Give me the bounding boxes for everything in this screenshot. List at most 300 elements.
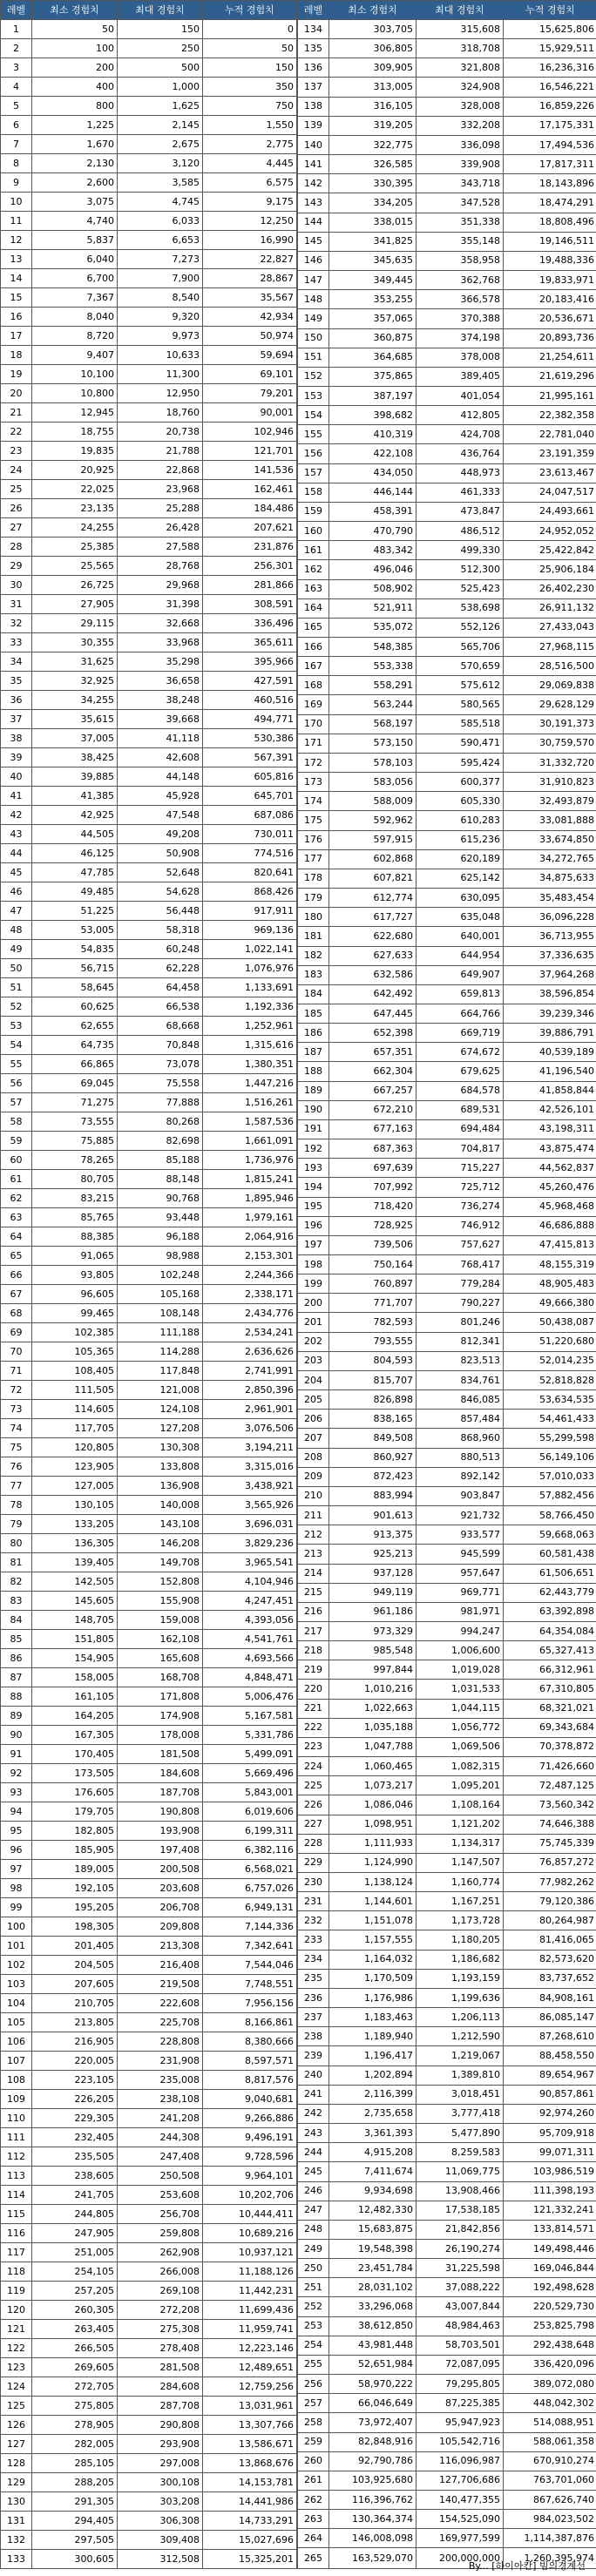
min-exp-cell: 263,405	[32, 2320, 118, 2339]
table-row	[298, 1602, 596, 1621]
level-cell: 241	[298, 2085, 329, 2104]
max-exp-cell: 79,295,805	[417, 2375, 504, 2394]
table-row	[298, 1737, 596, 1756]
min-exp-cell: 103,925,680	[329, 2471, 417, 2490]
max-exp-cell: 60,248	[118, 940, 203, 959]
level-cell: 62	[1, 1189, 32, 1208]
max-exp-cell: 689,531	[417, 1100, 504, 1119]
table-row	[1, 2282, 297, 2301]
total-exp-cell: 92,974,260	[504, 2104, 596, 2123]
total-exp-cell: 67,310,805	[504, 1680, 596, 1699]
max-exp-cell: 366,578	[417, 290, 504, 309]
min-exp-cell: 185,905	[32, 1841, 118, 1860]
min-exp-cell: 319,205	[329, 116, 417, 135]
level-cell: 132	[1, 2531, 32, 2550]
table-row	[298, 1139, 596, 1159]
max-exp-cell: 43,007,844	[417, 2297, 504, 2316]
max-exp-cell: 659,813	[417, 984, 504, 1004]
table-row	[1, 1055, 297, 1074]
table-row	[298, 1660, 596, 1680]
max-exp-cell: 52,648	[118, 863, 203, 882]
total-exp-cell: 1,076,976	[203, 959, 297, 978]
level-cell: 238	[298, 2027, 329, 2046]
max-exp-cell: 21,842,856	[417, 2220, 504, 2239]
level-cell: 263	[298, 2510, 329, 2529]
min-exp-cell: 949,119	[329, 1583, 417, 1602]
level-cell: 145	[298, 232, 329, 251]
total-exp-cell: 29,069,838	[504, 676, 596, 695]
max-exp-cell: 48,984,463	[417, 2316, 504, 2336]
total-exp-cell: 43,198,311	[504, 1119, 596, 1139]
min-exp-cell: 316,105	[329, 97, 417, 116]
level-cell: 257	[298, 2394, 329, 2413]
total-exp-cell: 34,272,765	[504, 849, 596, 869]
max-exp-cell: 140,008	[118, 1496, 203, 1515]
table-row	[1, 863, 297, 882]
total-exp-cell: 15,027,696	[203, 2531, 297, 2550]
level-cell: 155	[298, 425, 329, 444]
level-cell: 119	[1, 2282, 32, 2301]
min-exp-cell: 9,407	[32, 346, 118, 365]
table-row	[1, 442, 297, 461]
min-exp-cell: 667,257	[329, 1081, 417, 1100]
max-exp-cell: 90,768	[118, 1189, 203, 1208]
table-row	[298, 2239, 596, 2258]
level-cell: 121	[1, 2320, 32, 2339]
max-exp-cell: 108,148	[118, 1304, 203, 1323]
max-exp-cell: 297,008	[118, 2454, 203, 2473]
min-exp-cell: 26,725	[32, 576, 118, 595]
max-exp-cell: 725,712	[417, 1178, 504, 1197]
table-row	[298, 1757, 596, 1776]
total-exp-cell: 4,848,471	[203, 1668, 297, 1687]
level-cell: 59	[1, 1132, 32, 1151]
min-exp-cell: 213,805	[32, 2013, 118, 2032]
table-row	[298, 2201, 596, 2220]
total-exp-cell: 121,332,241	[504, 2201, 596, 2220]
total-exp-cell: 88,458,550	[504, 2046, 596, 2066]
total-exp-cell: 5,331,786	[203, 1726, 297, 1745]
table-row	[1, 940, 297, 959]
level-cell: 219	[298, 1660, 329, 1680]
total-exp-cell: 37,964,268	[504, 965, 596, 984]
min-exp-cell: 632,586	[329, 965, 417, 984]
table-row	[1, 1477, 297, 1496]
table-row	[1, 288, 297, 308]
header-max-exp: 최대 경험치	[417, 1, 504, 20]
table-row	[1, 2358, 297, 2377]
min-exp-cell: 23,451,784	[329, 2259, 417, 2278]
level-cell: 209	[298, 1467, 329, 1486]
level-cell: 228	[298, 1834, 329, 1853]
total-exp-cell: 33,674,850	[504, 830, 596, 849]
max-exp-cell: 96,188	[118, 1227, 203, 1247]
total-exp-cell: 99,071,311	[504, 2143, 596, 2162]
table-row	[298, 1911, 596, 1930]
total-exp-cell: 184,486	[203, 499, 297, 518]
total-exp-cell: 2,338,171	[203, 1285, 297, 1304]
min-exp-cell: 49,485	[32, 882, 118, 902]
min-exp-cell: 148,705	[32, 1611, 118, 1630]
level-cell: 226	[298, 1795, 329, 1815]
total-exp-cell: 9,496,191	[203, 2128, 297, 2147]
min-exp-cell: 5,837	[32, 231, 118, 250]
table-row	[298, 1873, 596, 1892]
level-cell: 166	[298, 638, 329, 657]
level-cell: 49	[1, 940, 32, 959]
min-exp-cell: 241,705	[32, 2186, 118, 2205]
level-cell: 264	[298, 2529, 329, 2548]
level-cell: 192	[298, 1139, 329, 1159]
table-row	[298, 116, 596, 135]
table-row	[298, 1969, 596, 1988]
max-exp-cell: 757,627	[417, 1235, 504, 1254]
max-exp-cell: 1,082,315	[417, 1757, 504, 1776]
table-row	[1, 1649, 297, 1668]
min-exp-cell: 282,005	[32, 2435, 118, 2454]
max-exp-cell: 247,408	[118, 2147, 203, 2167]
level-cell: 35	[1, 672, 32, 691]
min-exp-cell: 872,423	[329, 1467, 417, 1486]
max-exp-cell: 35,298	[118, 652, 203, 672]
total-exp-cell: 22,827	[203, 250, 297, 269]
table-row	[298, 58, 596, 78]
table-row	[1, 231, 297, 250]
total-exp-cell: 9,728,596	[203, 2147, 297, 2167]
total-exp-cell: 868,426	[203, 882, 297, 902]
level-cell: 20	[1, 384, 32, 403]
min-exp-cell: 201,405	[32, 1937, 118, 1956]
level-cell: 133	[1, 2550, 32, 2569]
table-row	[298, 1274, 596, 1294]
level-cell: 33	[1, 633, 32, 652]
total-exp-cell: 71,426,660	[504, 1757, 596, 1776]
min-exp-cell: 123,905	[32, 1457, 118, 1477]
table-row	[298, 2104, 596, 2123]
max-exp-cell: 133,808	[118, 1457, 203, 1477]
table-header-row	[1, 1, 297, 20]
total-exp-cell: 14,733,291	[203, 2512, 297, 2531]
total-exp-cell: 111,398,193	[504, 2181, 596, 2201]
max-exp-cell: 41,118	[118, 729, 203, 748]
header-total-exp: 누적 경험치	[504, 1, 596, 20]
max-exp-cell: 136,908	[118, 1477, 203, 1496]
max-exp-cell: 649,907	[417, 965, 504, 984]
table-row	[298, 1351, 596, 1370]
max-exp-cell: 370,388	[417, 309, 504, 328]
max-exp-cell: 3,585	[118, 173, 203, 193]
min-exp-cell: 111,505	[32, 1381, 118, 1400]
max-exp-cell: 736,274	[417, 1197, 504, 1216]
table-row	[298, 1486, 596, 1505]
min-exp-cell: 100	[32, 39, 118, 58]
table-row	[298, 676, 596, 695]
max-exp-cell: 87,225,385	[417, 2394, 504, 2413]
level-cell: 109	[1, 2090, 32, 2109]
max-exp-cell: 187,708	[118, 1783, 203, 1802]
min-exp-cell: 34,255	[32, 691, 118, 710]
max-exp-cell: 1,147,507	[417, 1853, 504, 1872]
min-exp-cell: 718,420	[329, 1197, 417, 1216]
max-exp-cell: 981,971	[417, 1602, 504, 1621]
total-exp-cell: 37,336,635	[504, 946, 596, 965]
table-row	[1, 1572, 297, 1592]
table-row	[1, 902, 297, 921]
min-exp-cell: 145,605	[32, 1592, 118, 1611]
table-row	[1, 423, 297, 442]
total-exp-cell: 308,591	[203, 595, 297, 614]
min-exp-cell: 925,213	[329, 1545, 417, 1564]
table-row	[298, 773, 596, 792]
max-exp-cell: 209,808	[118, 1917, 203, 1937]
level-cell: 239	[298, 2046, 329, 2066]
level-cell: 164	[298, 598, 329, 618]
min-exp-cell: 78,265	[32, 1151, 118, 1170]
level-cell: 193	[298, 1159, 329, 1178]
min-exp-cell: 29,115	[32, 614, 118, 633]
min-exp-cell: 961,186	[329, 1602, 417, 1621]
total-exp-cell: 2,153,301	[203, 1247, 297, 1266]
level-cell: 154	[298, 406, 329, 425]
min-exp-cell: 612,774	[329, 889, 417, 908]
table-row	[298, 541, 596, 560]
min-exp-cell: 238,605	[32, 2167, 118, 2186]
min-exp-cell: 69,045	[32, 1074, 118, 1093]
total-exp-cell: 59,668,063	[504, 1525, 596, 1545]
min-exp-cell: 127,005	[32, 1477, 118, 1496]
table-row	[1, 1764, 297, 1783]
total-exp-cell: 41,858,844	[504, 1081, 596, 1100]
header-level: 레벨	[298, 1, 329, 20]
max-exp-cell: 812,341	[417, 1332, 504, 1351]
min-exp-cell: 458,391	[329, 502, 417, 521]
min-exp-cell: 583,056	[329, 773, 417, 792]
min-exp-cell: 120,805	[32, 1438, 118, 1457]
max-exp-cell: 45,928	[118, 787, 203, 806]
level-cell: 178	[298, 869, 329, 888]
max-exp-cell: 206,708	[118, 1898, 203, 1917]
max-exp-cell: 499,330	[417, 541, 504, 560]
max-exp-cell: 21,788	[118, 442, 203, 461]
max-exp-cell: 44,148	[118, 767, 203, 787]
max-exp-cell: 473,847	[417, 502, 504, 521]
min-exp-cell: 204,505	[32, 1956, 118, 1975]
total-exp-cell: 395,966	[203, 652, 297, 672]
total-exp-cell: 19,488,336	[504, 251, 596, 270]
min-exp-cell: 578,103	[329, 753, 417, 772]
level-cell: 115	[1, 2205, 32, 2224]
table-row	[1, 212, 297, 231]
table-row	[1, 1342, 297, 1362]
table-row	[1, 652, 297, 672]
max-exp-cell: 105,168	[118, 1285, 203, 1304]
total-exp-cell: 6,568,021	[203, 1860, 297, 1879]
total-exp-cell: 192,498,628	[504, 2278, 596, 2297]
total-exp-cell: 21,254,611	[504, 348, 596, 367]
level-cell: 196	[298, 1216, 329, 1235]
table-row	[298, 193, 596, 213]
total-exp-cell: 20,183,416	[504, 290, 596, 309]
total-exp-cell: 3,565,926	[203, 1496, 297, 1515]
max-exp-cell: 7,900	[118, 269, 203, 288]
level-cell: 81	[1, 1553, 32, 1572]
level-cell: 82	[1, 1572, 32, 1592]
max-exp-cell: 82,698	[118, 1132, 203, 1151]
max-exp-cell: 85,188	[118, 1151, 203, 1170]
min-exp-cell: 470,790	[329, 522, 417, 541]
total-exp-cell: 1,252,961	[203, 1017, 297, 1036]
level-cell: 96	[1, 1841, 32, 1860]
table-row	[298, 1370, 596, 1389]
total-exp-cell: 11,442,231	[203, 2282, 297, 2301]
min-exp-cell: 338,015	[329, 213, 417, 232]
max-exp-cell: 281,508	[118, 2358, 203, 2377]
table-row	[1, 882, 297, 902]
table-row	[298, 1467, 596, 1486]
total-exp-cell: 10,937,121	[203, 2243, 297, 2262]
min-exp-cell: 309,905	[329, 58, 417, 78]
level-cell: 159	[298, 502, 329, 521]
min-exp-cell: 1,202,894	[329, 2066, 417, 2085]
max-exp-cell: 42,608	[118, 748, 203, 767]
table-row	[1, 1668, 297, 1687]
max-exp-cell: 253,608	[118, 2186, 203, 2205]
table-row	[298, 232, 596, 251]
total-exp-cell: 917,911	[203, 902, 297, 921]
level-cell: 72	[1, 1381, 32, 1400]
table-row	[298, 1815, 596, 1834]
level-cell: 213	[298, 1545, 329, 1564]
level-cell: 66	[1, 1266, 32, 1285]
min-exp-cell: 1,144,601	[329, 1892, 417, 1911]
total-exp-cell: 40,539,189	[504, 1043, 596, 1062]
min-exp-cell: 607,821	[329, 869, 417, 888]
max-exp-cell: 7,273	[118, 250, 203, 269]
total-exp-cell: 281,866	[203, 576, 297, 595]
max-exp-cell: 149,708	[118, 1553, 203, 1572]
min-exp-cell: 294,405	[32, 2512, 118, 2531]
min-exp-cell: 8,040	[32, 308, 118, 327]
table-row	[298, 2510, 596, 2529]
max-exp-cell: 315,608	[417, 20, 504, 39]
table-row	[298, 2181, 596, 2201]
total-exp-cell: 4,541,761	[203, 1630, 297, 1649]
level-cell: 249	[298, 2239, 329, 2258]
min-exp-cell: 33,296,068	[329, 2297, 417, 2316]
table-row	[298, 869, 596, 888]
level-cell: 199	[298, 1274, 329, 1294]
max-exp-cell: 203,608	[118, 1879, 203, 1898]
min-exp-cell: 652,398	[329, 1024, 417, 1043]
max-exp-cell: 171,808	[118, 1687, 203, 1707]
table-row	[1, 384, 297, 403]
min-exp-cell: 597,915	[329, 830, 417, 849]
max-exp-cell: 1,167,251	[417, 1892, 504, 1911]
total-exp-cell: 133,814,571	[504, 2220, 596, 2239]
level-cell: 108	[1, 2071, 32, 2090]
min-exp-cell: 602,868	[329, 849, 417, 869]
table-row	[298, 579, 596, 598]
level-cell: 126	[1, 2416, 32, 2435]
total-exp-cell: 69,343,684	[504, 1718, 596, 1737]
level-cell: 58	[1, 1112, 32, 1132]
max-exp-cell: 124,108	[118, 1400, 203, 1419]
max-exp-cell: 635,048	[417, 908, 504, 927]
level-cell: 188	[298, 1062, 329, 1081]
min-exp-cell: 244,805	[32, 2205, 118, 2224]
total-exp-cell: 12,223,146	[203, 2339, 297, 2358]
min-exp-cell: 71,275	[32, 1093, 118, 1112]
min-exp-cell: 1,157,555	[329, 1930, 417, 1950]
min-exp-cell: 192,105	[32, 1879, 118, 1898]
level-cell: 221	[298, 1699, 329, 1718]
min-exp-cell: 223,105	[32, 2071, 118, 2090]
total-exp-cell: 3,076,506	[203, 1419, 297, 1438]
total-exp-cell: 75,745,339	[504, 1834, 596, 1853]
max-exp-cell: 436,764	[417, 444, 504, 463]
level-cell: 161	[298, 541, 329, 560]
table-row	[1, 2071, 297, 2090]
max-exp-cell: 868,960	[417, 1429, 504, 1448]
max-exp-cell: 343,718	[417, 174, 504, 193]
total-exp-cell: 3,438,921	[203, 1477, 297, 1496]
total-exp-cell: 16,236,316	[504, 58, 596, 78]
table-row	[1, 2320, 297, 2339]
min-exp-cell: 37,005	[32, 729, 118, 748]
min-exp-cell: 216,905	[32, 2032, 118, 2052]
min-exp-cell: 200	[32, 58, 118, 78]
min-exp-cell: 167,305	[32, 1726, 118, 1745]
max-exp-cell: 790,227	[417, 1294, 504, 1313]
level-cell: 28	[1, 538, 32, 557]
level-cell: 32	[1, 614, 32, 633]
min-exp-cell: 1,073,217	[329, 1776, 417, 1795]
max-exp-cell: 552,126	[417, 618, 504, 637]
total-exp-cell: 33,081,888	[504, 811, 596, 830]
max-exp-cell: 190,808	[118, 1802, 203, 1822]
min-exp-cell: 20,925	[32, 461, 118, 480]
total-exp-cell: 17,817,311	[504, 155, 596, 174]
total-exp-cell: 25,906,184	[504, 560, 596, 579]
max-exp-cell: 235,008	[118, 2071, 203, 2090]
level-cell: 194	[298, 1178, 329, 1197]
max-exp-cell: 262,908	[118, 2243, 203, 2262]
total-exp-cell: 26,911,132	[504, 598, 596, 618]
max-exp-cell: 1,044,115	[417, 1699, 504, 1718]
max-exp-cell: 300,108	[118, 2473, 203, 2492]
total-exp-cell: 47,415,813	[504, 1235, 596, 1254]
max-exp-cell: 72,087,095	[417, 2355, 504, 2374]
level-cell: 57	[1, 1093, 32, 1112]
max-exp-cell: 620,189	[417, 849, 504, 869]
level-cell: 43	[1, 825, 32, 844]
total-exp-cell: 22,781,040	[504, 425, 596, 444]
total-exp-cell: 162,461	[203, 480, 297, 499]
max-exp-cell: 389,405	[417, 367, 504, 386]
max-exp-cell: 846,085	[417, 1390, 504, 1410]
table-row	[1, 595, 297, 614]
total-exp-cell: 1,979,161	[203, 1208, 297, 1227]
max-exp-cell: 669,719	[417, 1024, 504, 1043]
min-exp-cell: 496,046	[329, 560, 417, 579]
total-exp-cell: 48,155,319	[504, 1255, 596, 1274]
table-row	[1, 978, 297, 997]
total-exp-cell: 1,661,091	[203, 1132, 297, 1151]
max-exp-cell: 1,000	[118, 78, 203, 97]
table-row	[1, 480, 297, 499]
max-exp-cell: 339,908	[417, 155, 504, 174]
table-row	[1, 2512, 297, 2531]
